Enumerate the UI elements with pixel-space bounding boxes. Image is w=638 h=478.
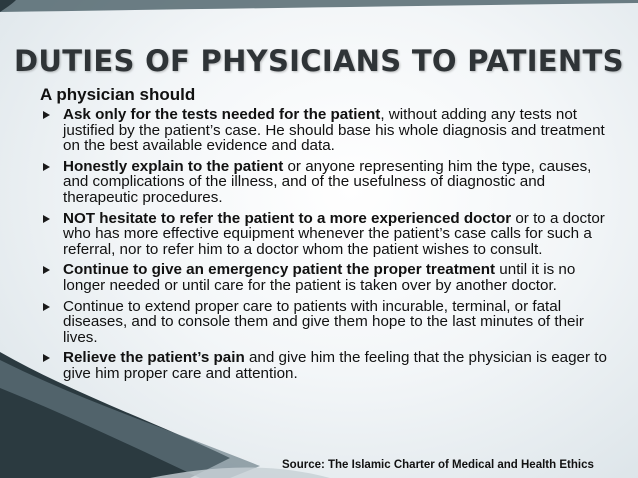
- triangle-bullet-icon: [43, 266, 50, 274]
- triangle-bullet-icon: [43, 303, 50, 311]
- list-item: [40, 107, 610, 154]
- list-item: [40, 350, 610, 381]
- list-item: [40, 159, 610, 206]
- triangle-bullet-icon: [43, 111, 50, 119]
- triangle-bullet-icon: [43, 215, 50, 223]
- item-text: or anyone representing him the type, causes, and complications of the illness, and of the usefulness of diagnostic and therapeutic procedures.: [63, 157, 592, 206]
- item-text: until it is no longer needed or until care for the patient is taken over by another doctor.: [63, 261, 576, 294]
- list-item: [40, 299, 610, 346]
- item-bold-text: Honestly explain to the patient: [63, 157, 284, 175]
- list-item: [40, 262, 610, 293]
- item-bold-text: NOT hesitate to refer the patient to a more experienced doctor: [63, 209, 512, 227]
- slide-title: DUTIES OF PHYSICIANS TO PATIENTS: [14, 44, 624, 78]
- item-text: and give him the feeling that the physician is eager to give him proper care and attention.: [63, 349, 607, 382]
- triangle-bullet-icon: [43, 163, 50, 171]
- intro-text: A physician should: [40, 85, 196, 104]
- item-bold-text: Relieve the patient’s pain: [63, 349, 245, 367]
- item-bold-text: Continue to give an emergency patient the proper treatment: [63, 261, 496, 279]
- item-bold-text: Ask only for the tests needed for the patient: [63, 106, 381, 123]
- duties-list: [40, 107, 610, 387]
- item-text: Continue to extend proper care to patients with incurable, terminal, or fatal diseases, and to console them and give them hope to the last minutes of their lives.: [63, 297, 584, 346]
- source-citation: Source: The Islamic Charter of Medical and Health Ethics: [282, 459, 594, 471]
- triangle-bullet-icon: [43, 354, 50, 362]
- item-text: or to a doctor who has more effective equipment whenever the patient’s case calls for such a referral, nor to refer him to a doctor whom the patient wishes to consult.: [63, 209, 605, 258]
- item-text: , without adding any tests not justified by the patient’s case. He should base his whole diagnosis and treatment on the best available evidence and data.: [63, 106, 605, 155]
- list-item: [40, 211, 610, 258]
